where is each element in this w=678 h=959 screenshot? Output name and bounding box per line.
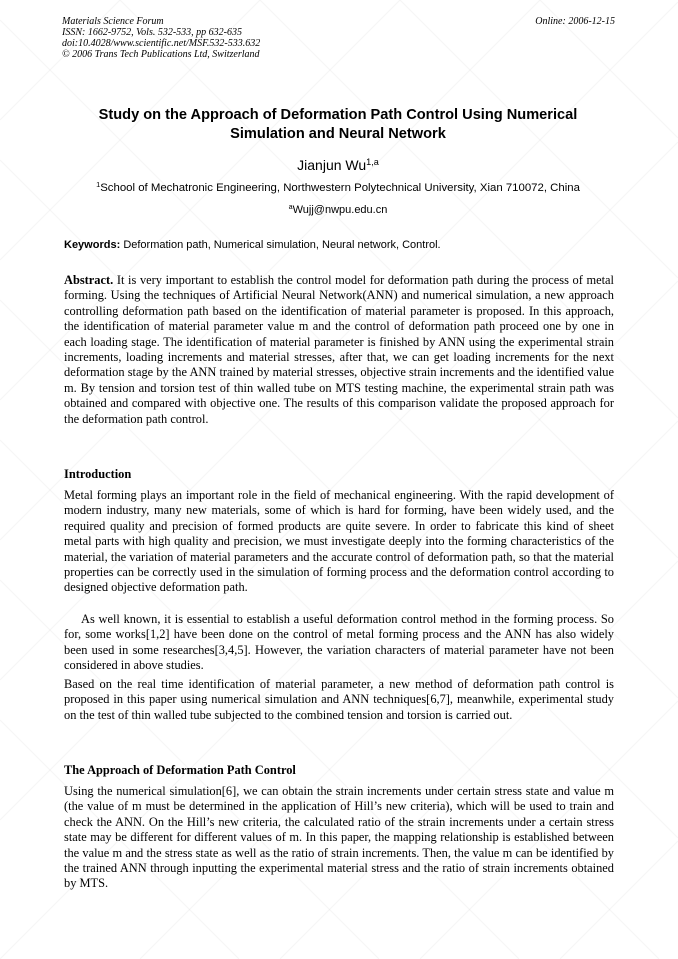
affiliation (50, 181, 626, 196)
journal-header (62, 16, 260, 60)
email-superscript: a (288, 203, 293, 212)
journal-name: Materials Science Forum (62, 16, 164, 27)
keywords (64, 238, 614, 252)
author-email (62, 203, 614, 218)
keywords-text: Deformation path, Numerical simulation, Neural network, Control. (123, 239, 441, 251)
author-superscript: 1,a (366, 157, 379, 167)
issn-line: ISSN: 1662-9752, Vols. 532-533, pp 632-635 (62, 27, 242, 38)
abstract (64, 273, 614, 427)
affiliation-superscript: 1 (96, 179, 101, 189)
email-address: Wujj@nwpu.edu.cn (292, 204, 388, 216)
copyright-line: © 2006 Trans Tech Publications Ltd, Switzerland (62, 49, 260, 60)
abstract-text: It is very important to establish the control model for deformation path during the process of metal forming. Using the techniques of Artificial Neural Network(ANN) and numerical simulation, a new approach controlling deformation path based on the identification of material parameter is proposed. In this approach, the identification of material parameter value m and the control of deformation path proceed one by one in each loading stage. The identification of material parameter is finished by ANN using the experimental strain increments, loading increments and material stresses, after that, we can get loading increments for the next deformation stage by the ANN trained by material stresses, objective strain increments and the identified value m. By tension and torsion test of thin walled tube on MTS testing machine, the experimental strain path was obtained and compared with objective one. The results of this comparison validate the proposed approach for the deformation path control. (64, 273, 614, 426)
approach-paragraph-1: Using the numerical simulation[6], we can obtain the strain increments under certain stress state and value m (the value of m must be determined in the application of Hill’s new criteria), which will be used to train and check the ANN. On the Hill’s new criteria, the calculated ratio of the strain increments under a certain stress state may be different for different values of m. In this paper, the mapping relationship is established between the value m and the stress state as well as the ratio of strain increments. Then, the value m can be identified by the trained ANN through inputting the experimental material stress and the ratio of strain increments obtained by MTS. (64, 784, 614, 891)
doi-line: doi:10.4028/www.scientific.net/MSF.532-533.632 (62, 38, 261, 49)
paper-title: Study on the Approach of Deformation Path Control Using Numerical Simulation and Neural Network (98, 107, 578, 142)
online-date: Online: 2006-12-15 (535, 16, 615, 27)
abstract-label: Abstract. (64, 273, 114, 287)
keywords-label: Keywords: (64, 239, 121, 251)
author-name: Jianjun Wu (297, 157, 367, 173)
introduction-paragraph-1: Metal forming plays an important role in the field of mechanical engineering. With the rapid development of modern industry, many new materials, some of which is hard for forming, have been widely used, and the required quality and precision of formed products are quite severe. In order to fabricate this kind of sheet metal parts with high quality and precision, we must investigate deeply into the forming characteristics of the material, the variation of material parameters and the accurate control of deformation path, so that the material properties can be correctly used in the simulation of forming process and the deformation control according to designed objective deformation path. (64, 488, 614, 595)
author-line (62, 156, 614, 174)
introduction-paragraph-2: As well known, it is essential to establish a useful deformation control method in the forming process. So for, some works[1,2] have been done on the control of metal forming process and the ANN has also widely been used in some researches[3,4,5]. However, the variation characters of material parameter have not been considered in above studies. (64, 612, 614, 673)
affiliation-text: School of Mechatronic Engineering, Northwestern Polytechnical University, Xian 710072, China (100, 182, 580, 194)
introduction-heading: Introduction (64, 467, 132, 481)
introduction-paragraph-3: Based on the real time identification of material parameter, a new method of deformation path control is proposed in this paper using numerical simulation and ANN techniques[6,7], meanwhile, experimental study on the test of thin walled tube subjected to the combined tension and torsion is carried out. (64, 677, 614, 722)
approach-heading: The Approach of Deformation Path Control (64, 763, 296, 777)
